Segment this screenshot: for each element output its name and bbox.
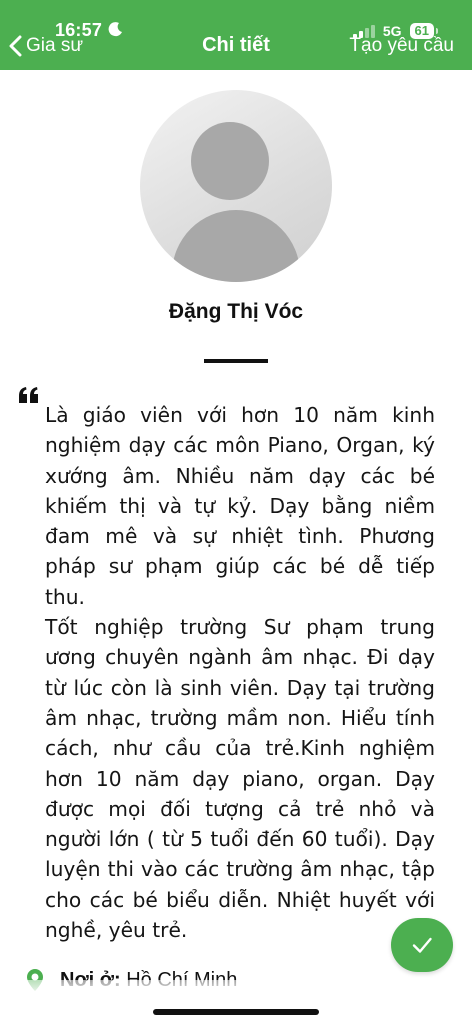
tutor-name: Đặng Thị Vóc bbox=[168, 300, 304, 323]
avatar bbox=[140, 90, 332, 282]
confirm-button[interactable] bbox=[391, 918, 453, 972]
check-icon bbox=[411, 934, 433, 956]
divider bbox=[204, 359, 268, 363]
avatar-body bbox=[172, 210, 300, 282]
home-indicator[interactable] bbox=[153, 1009, 319, 1015]
status-time: 16:57 bbox=[55, 20, 103, 40]
back-label: Gia sư bbox=[26, 35, 84, 56]
quote-icon bbox=[18, 386, 40, 404]
create-request-button[interactable]: Tạo yêu cầu bbox=[349, 35, 454, 56]
battery-indicator: 61 bbox=[410, 23, 434, 39]
app-header bbox=[0, 0, 472, 70]
bottom-fade bbox=[0, 980, 472, 1024]
page-title: Chi tiết bbox=[202, 34, 270, 56]
network-type: 5G bbox=[382, 23, 402, 39]
avatar-head bbox=[191, 122, 269, 200]
tutor-bio: Là giáo viên với hơn 10 năm kinh nghiệm dạy các môn Piano, Organ, ký xướng âm. Nhiều năm dạy các bé khiếm thị và tự kỷ. Dạy bằng niềm đam mê và sự nhiệt tình. Phương pháp sư phạm giúp các bé dễ tiếp thu. Tốt nghiệp trường Sư phạm trung ương chuyên ngành âm nhạc. Đi dạy từ lúc còn là sinh viên. Dạy tại trường âm nhạc, trường mầm non. Hiểu tính cách, như cầu của trẻ.Kinh nghiệm hơn 10 năm dạy piano, organ. Dạy được mọi đối tượng cả trẻ nhỏ và người lớn ( từ 5 tuổi đến 60 tuổi). Dạy luyện thi vào các trường âm nhạc, tập cho các bé biểu diễn. Nhiệt huyết với nghề, yêu trẻ. bbox=[45, 403, 435, 943]
